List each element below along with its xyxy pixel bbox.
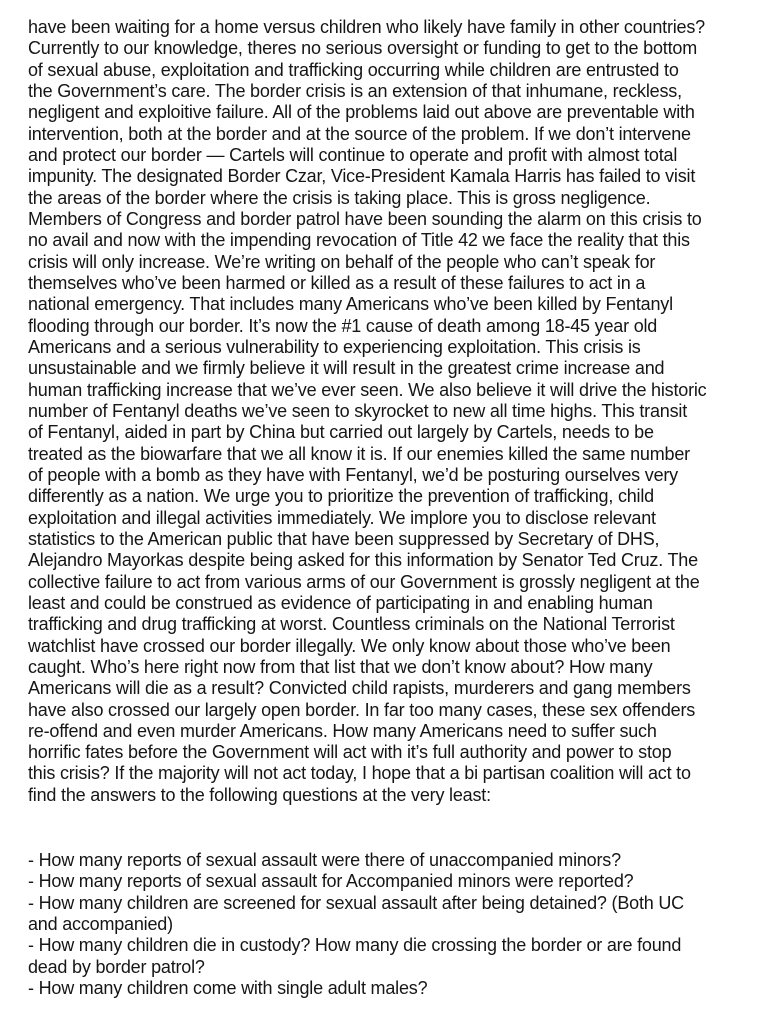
- letter-body-line: watchlist have crossed our border illegally. We only know about those who’ve been: [28, 635, 671, 656]
- letter-body-line: this crisis? If the majority will not act today, I hope that a bi partisan coalition will act to: [28, 763, 691, 784]
- question-line: - How many children are screened for sexual assault after being detained? (Both UC: [28, 892, 684, 913]
- letter-body-line: number of Fentanyl deaths we’ve seen to skyrocket to new all time highs. This transit: [28, 400, 687, 421]
- letter-body-line: negligent and exploitive failure. All of the problems laid out above are preventable with: [28, 102, 695, 123]
- letter-body-line: trafficking and drug trafficking at worst. Countless criminals on the National Terrorist: [28, 614, 675, 635]
- letter-body-line: caught. Who’s here right now from that list that we don’t know about? How many: [28, 656, 653, 677]
- letter-body-line: least and could be construed as evidence of participating in and enabling human: [28, 592, 653, 613]
- letter-body-line: treated as the biowarfare that we all know it is. If our enemies killed the same number: [28, 443, 690, 464]
- letter-body-line: Americans will die as a result? Convicted child rapists, murderers and gang members: [28, 678, 691, 699]
- question-line: - How many reports of sexual assault were there of unaccompanied minors?: [28, 850, 621, 871]
- questions-list: [28, 850, 751, 999]
- letter-body-line: the areas of the border where the crisis is taking place. This is gross negligence.: [28, 187, 651, 208]
- letter-body-line: flooding through our border. It’s now the #1 cause of death among 18-45 year old: [28, 315, 658, 336]
- letter-body-line: find the answers to the following questions at the very least:: [28, 784, 491, 805]
- letter-body-line: have been waiting for a home versus children who likely have family in other countries?: [28, 17, 705, 37]
- letter-body-line: statistics to the American public that have been suppressed by Secretary of DHS,: [28, 528, 660, 549]
- letter-body-line: impunity. The designated Border Czar, Vice-President Kamala Harris has failed to visit: [28, 166, 696, 187]
- question-line: - How many reports of sexual assault for Accompanied minors were reported?: [28, 871, 634, 892]
- letter-body-line: of sexual abuse, exploitation and trafficking occurring while children are entrusted to: [28, 59, 679, 80]
- letter-body-line: intervention, both at the border and at the source of the problem. If we don’t intervene: [28, 123, 691, 144]
- letter-body-line: Members of Congress and border patrol have been sounding the alarm on this crisis to: [28, 208, 702, 229]
- letter-body-line: human trafficking increase that we’ve ever seen. We also believe it will drive the historic: [28, 379, 707, 400]
- letter-body-line: Americans and a serious vulnerability to experiencing exploitation. This crisis is: [28, 336, 641, 357]
- letter-body-line: unsustainable and we firmly believe it will result in the greatest crime increase and: [28, 358, 665, 379]
- letter-body-line: collective failure to act from various arms of our Government is grossly negligent at the: [28, 571, 700, 592]
- question-line: and accompanied): [28, 914, 173, 935]
- letter-body-line: Currently to our knowledge, theres no serious oversight or funding to get to the bottom: [28, 38, 697, 59]
- letter-body-line: exploitation and illegal activities immediately. We implore you to disclose relevant: [28, 507, 656, 528]
- letter-body-line: have also crossed our largely open border. In far too many cases, these sex offenders: [28, 699, 696, 720]
- letter-body-line: themselves who’ve been harmed or killed as a result of these failures to act in a: [28, 272, 646, 293]
- question-line: - How many children die in custody? How many die crossing the border or are found: [28, 935, 682, 956]
- letter-body-line: crisis will only increase. We’re writing on behalf of the people who can’t speak for: [28, 251, 656, 272]
- letter-body-line: national emergency. That includes many Americans who’ve been killed by Fentanyl: [28, 294, 673, 315]
- letter-body-line: of Fentanyl, aided in part by China but carried out largely by Cartels, needs to be: [28, 422, 654, 443]
- letter-body-line: the Government’s care. The border crisis is an extension of that inhumane, reckless,: [28, 80, 682, 101]
- letter-body-line: Alejandro Mayorkas despite being asked for this information by Senator Ted Cruz. The: [28, 550, 698, 571]
- letter-body-line: no avail and now with the impending revocation of Title 42 we face the reality that this: [28, 230, 690, 251]
- letter-body-paragraph: [28, 17, 751, 806]
- letter-body-line: and protect our border — Cartels will continue to operate and profit with almost total: [28, 144, 678, 165]
- question-line: dead by border patrol?: [28, 956, 205, 977]
- letter-body-line: differently as a nation. We urge you to prioritize the prevention of trafficking, child: [28, 486, 654, 507]
- letter-body-line: horrific fates before the Government will act with it’s full authority and power to stop: [28, 742, 672, 763]
- question-line: - How many children come with single adult males?: [28, 978, 428, 999]
- letter-body-line: of people with a bomb as they have with Fentanyl, we’d be posturing ourselves very: [28, 464, 678, 485]
- letter-body-line: re-offend and even murder Americans. How many Americans need to suffer such: [28, 720, 657, 741]
